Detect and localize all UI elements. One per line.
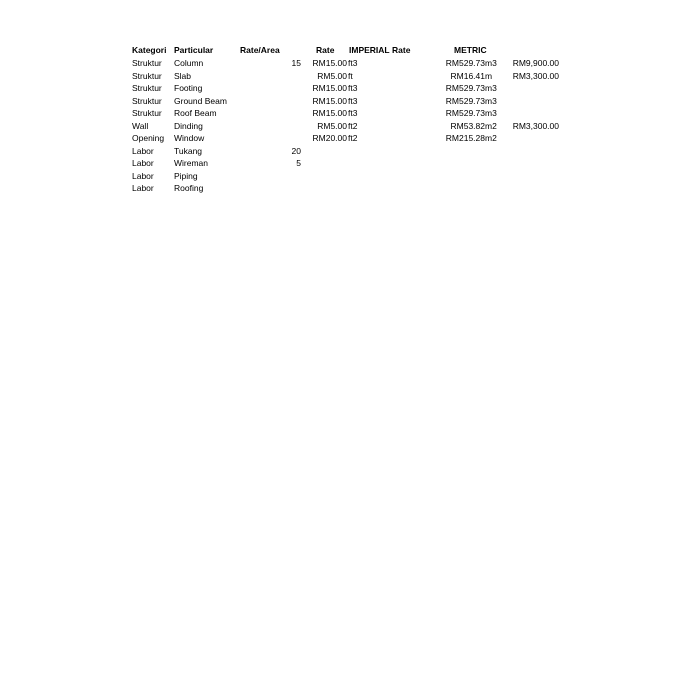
cell-metric-unit: m3: [485, 83, 497, 93]
cell-particular: Slab: [174, 70, 192, 81]
cell-rate-imperial: RM15.00: [312, 95, 347, 106]
table-row: [0, 182, 700, 194]
table-row: [0, 157, 700, 169]
cell-rate-imperial: RM15.00: [312, 83, 347, 93]
cell-imperial-unit: ft: [348, 70, 353, 81]
table-row: [0, 145, 700, 157]
cell-imperial-unit: ft3: [348, 58, 358, 68]
cell-particular: Roofing: [174, 183, 204, 193]
cell-particular: Tukang: [174, 145, 203, 156]
cell-rate-metric: RM529.73: [445, 108, 485, 118]
cell-particular: Ground Beam: [174, 95, 227, 106]
header-particular: Particular: [174, 45, 214, 55]
cell-imperial-unit: ft3: [348, 108, 358, 118]
cell-kategori: Wall: [132, 120, 149, 131]
cell-rate-imperial: RM15.00: [312, 108, 347, 118]
cell-imperial-unit: ft2: [348, 133, 358, 143]
table-row: [0, 170, 700, 182]
table-row: [0, 120, 700, 132]
header-imperial: IMPERIAL: [349, 45, 390, 55]
cell-kategori: Labor: [132, 158, 154, 168]
table-row: [0, 132, 700, 144]
cell-total: RM9,900.00: [512, 58, 559, 68]
cell-rate-area: 15: [291, 58, 301, 68]
cell-rate-imperial: RM5.00: [317, 70, 347, 81]
cell-rate-imperial: RM20.00: [312, 133, 347, 143]
cell-rate-metric: RM529.73: [445, 83, 485, 93]
cell-metric-unit: m2: [485, 120, 497, 131]
cell-metric-unit: m3: [485, 58, 497, 68]
cell-rate-area: 5: [296, 158, 301, 168]
cell-metric-unit: m3: [485, 108, 497, 118]
cell-kategori: Labor: [132, 170, 154, 181]
table-row: [0, 107, 700, 119]
cell-particular: Column: [174, 58, 204, 68]
cell-rate-metric: RM215.28: [445, 133, 485, 143]
cell-kategori: Opening: [132, 133, 165, 143]
cell-kategori: Labor: [132, 145, 154, 156]
cell-kategori: Struktur: [132, 58, 162, 68]
cell-particular: Wireman: [174, 158, 209, 168]
cell-particular: Window: [174, 133, 205, 143]
cell-rate-metric: RM529.73: [445, 58, 485, 68]
cell-metric-unit: m3: [485, 95, 497, 106]
cell-metric-unit: m2: [485, 133, 497, 143]
cell-kategori: Labor: [132, 183, 154, 193]
table-row: [0, 82, 700, 94]
cell-rate-imperial: RM5.00: [317, 120, 347, 131]
cell-particular: Dinding: [174, 120, 203, 131]
cell-rate-metric: RM529.73: [445, 95, 485, 106]
header-rate: Rate: [316, 45, 335, 55]
cell-imperial-unit: ft3: [348, 95, 358, 106]
table-row: [0, 95, 700, 107]
header-metric: METRIC: [454, 45, 487, 55]
header-rate-area: Rate/Area: [240, 45, 280, 55]
cell-metric-unit: m: [485, 70, 493, 81]
header-row: [0, 44, 700, 56]
cell-particular: Piping: [174, 170, 198, 181]
cell-rate-imperial: RM15.00: [312, 58, 347, 68]
cell-imperial-unit: ft3: [348, 83, 358, 93]
cell-total: RM3,300.00: [512, 120, 559, 131]
table-row: [0, 57, 700, 69]
cell-kategori: Struktur: [132, 70, 162, 81]
cell-rate-metric: RM53.82: [450, 120, 485, 131]
header-rate-2: Rate: [392, 45, 411, 55]
cell-imperial-unit: ft2: [348, 120, 358, 131]
cell-kategori: Struktur: [132, 83, 162, 93]
header-kategori: Kategori: [132, 45, 167, 55]
cell-particular: Roof Beam: [174, 108, 217, 118]
cell-rate-area: 20: [291, 145, 301, 156]
cell-total: RM3,300.00: [512, 70, 559, 81]
cell-kategori: Struktur: [132, 108, 162, 118]
cell-particular: Footing: [174, 83, 203, 93]
table-row: [0, 70, 700, 82]
cell-kategori: Struktur: [132, 95, 162, 106]
cell-rate-metric: RM16.41: [450, 70, 485, 81]
